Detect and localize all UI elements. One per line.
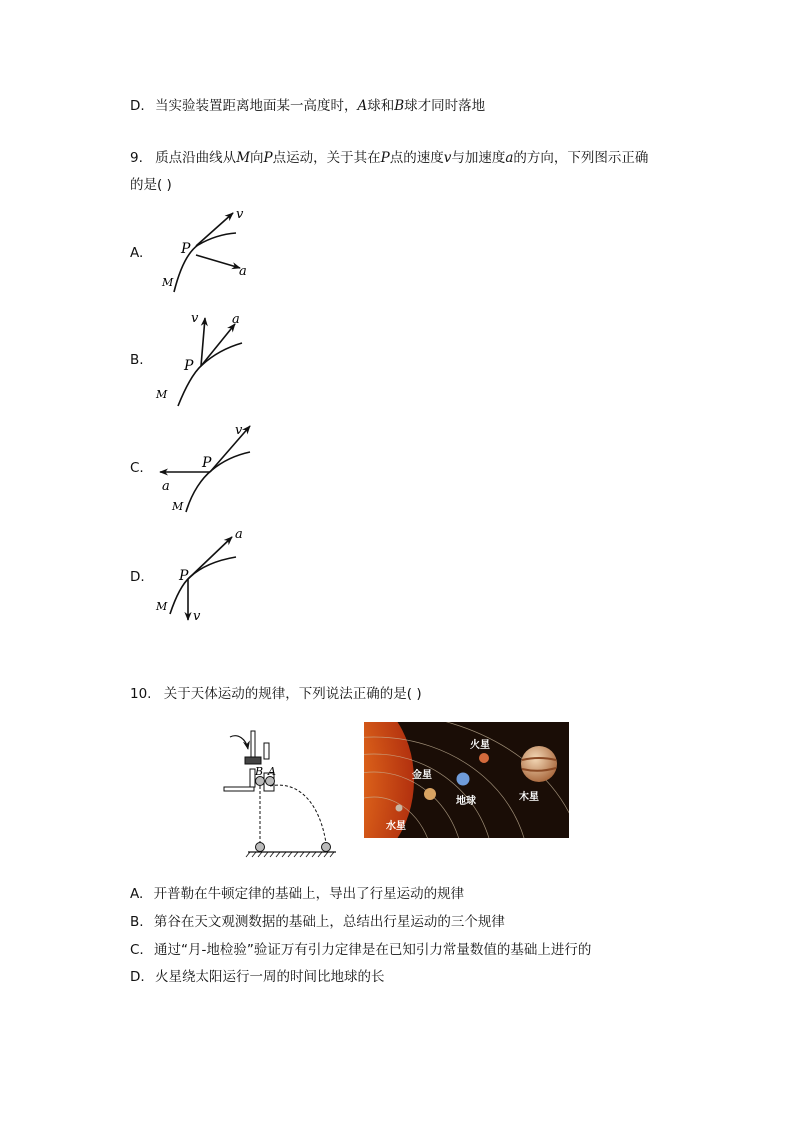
q9-figure-b — [150, 310, 260, 410]
label-a: a — [239, 264, 247, 279]
option-text-2: 球和 — [367, 98, 395, 114]
option-label: B. — [130, 914, 144, 930]
label-v: v — [236, 207, 244, 222]
option-label: A. — [130, 886, 144, 902]
label-p: P — [179, 568, 189, 584]
q9-text: 的方向，下列图示正确 — [513, 150, 649, 166]
q10-number: 10. — [130, 686, 152, 702]
q10-option-b — [130, 912, 505, 932]
q9-figure-a — [150, 200, 260, 300]
label-venus: 金星 — [412, 770, 432, 781]
option-text: 开普勒在牛顿定律的基础上，导出了行星运动的规律 — [153, 886, 465, 902]
q9-figure-d — [150, 526, 260, 626]
option-text: 火星绕太阳运行一周的时间比地球的长 — [154, 969, 385, 985]
q9-text: 点运动，关于其在 — [272, 150, 381, 166]
solar-system-picture — [364, 722, 569, 838]
option-text-1: 当实验装置距离地面某一高度时， — [154, 98, 358, 114]
q9-stem-line1 — [130, 148, 648, 168]
option-label: D. — [130, 98, 145, 114]
label-earth: 地球 — [456, 796, 476, 807]
q9-option-d-label: D. — [130, 569, 145, 585]
venus-planet — [424, 788, 436, 800]
q9-text: 点的速度 — [389, 150, 444, 166]
q9-figure-c — [150, 420, 260, 520]
option-text-3: 球才同时落地 — [404, 98, 486, 114]
label-m: M — [156, 388, 168, 401]
q9-var-a: a — [505, 150, 514, 166]
q9-var-v: v — [443, 150, 452, 166]
q10-option-c — [130, 940, 591, 960]
label-a: a — [235, 527, 243, 542]
label-mars: 火星 — [470, 740, 490, 751]
q10-option-a — [130, 884, 464, 904]
q9-var-m: M — [236, 150, 251, 166]
prev-option-d — [130, 96, 485, 116]
label-v: v — [235, 423, 243, 438]
label-p: P — [202, 455, 212, 471]
label-v: v — [193, 609, 201, 624]
q9-option-a-label: A. — [130, 245, 144, 261]
label-jupiter: 木星 — [519, 792, 539, 803]
label-mercury: 水星 — [386, 821, 406, 832]
option-label: C. — [130, 942, 144, 958]
option-text: 第谷在天文观测数据的基础上，总结出行星运动的三个规律 — [153, 914, 505, 930]
label-m: M — [162, 276, 174, 289]
q9-number: 9. — [130, 150, 143, 166]
label-p: P — [181, 241, 191, 257]
jupiter-planet — [521, 746, 557, 782]
label-m: M — [156, 600, 168, 613]
label-a: A — [268, 765, 276, 778]
q10-stem-text: 关于天体运动的规律，下列说法正确的是( ) — [163, 686, 422, 702]
q9-text: 质点沿曲线从 — [155, 150, 237, 166]
q10-option-d — [130, 967, 384, 987]
label-v: v — [191, 311, 199, 326]
label-a: a — [232, 312, 240, 327]
q9-option-c-label: C. — [130, 460, 144, 476]
q9-var-p: P — [263, 150, 273, 166]
q9-stem-line2: 的是( ) — [130, 177, 172, 193]
option-text: 通过“月-地检验”验证万有引力定律是在已知引力常量数值的基础上进行的 — [154, 942, 592, 958]
ball-b-label: B — [394, 98, 405, 114]
label-p: P — [184, 358, 194, 374]
q10-stem — [130, 684, 422, 704]
earth-planet — [457, 773, 470, 786]
ball-a-label: A — [357, 98, 368, 114]
q9-var-p: P — [380, 150, 390, 166]
label-a: a — [162, 479, 170, 494]
mercury-planet — [396, 805, 403, 812]
option-label: D. — [130, 969, 145, 985]
mars-planet — [479, 753, 489, 763]
q9-option-b-label: B. — [130, 352, 144, 368]
label-m: M — [172, 500, 184, 513]
q9-text: 与加速度 — [451, 150, 506, 166]
q9-text: 向 — [250, 150, 264, 166]
label-b: B — [255, 765, 264, 778]
projectile-apparatus-diagram — [220, 725, 345, 860]
